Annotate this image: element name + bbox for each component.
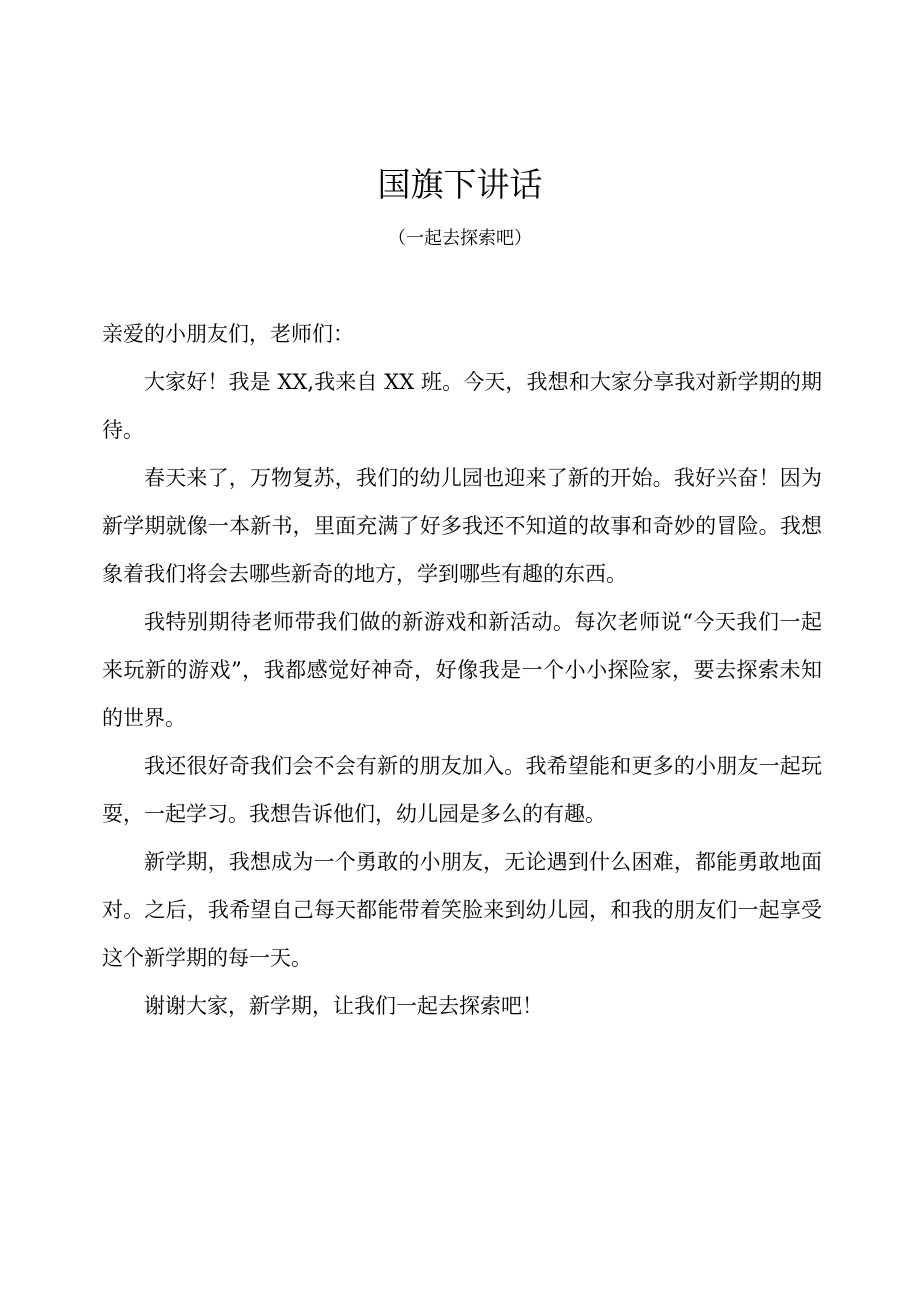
paragraph-thanks: 谢谢大家，新学期，让我们一起去探索吧！ (144, 994, 543, 1018)
paragraph-spring: 春天来了，万物复苏，我们的幼儿园也迎来了新的开始。我好兴奋！因为新学期就像一本新书，里面充满了好多我还不知道的故事和奇妙的冒险。我想象着我们将会去哪些新奇的地方，学到哪些有趣的东西。 (102, 466, 822, 586)
document-title: 国旗下讲话 (377, 165, 543, 204)
salutation: 亲爱的小朋友们，老师们： (102, 322, 354, 346)
paragraph-greeting: 大家好！我是 XX,我来自 XX 班。今天，我想和大家分享我对新学期的期待。 (102, 370, 822, 442)
paragraph-friends: 我还很好奇我们会不会有新的朋友加入。我希望能和更多的小朋友一起玩耍，一起学习。我想告诉他们，幼儿园是多么的有趣。 (102, 754, 822, 826)
paragraph-brave: 新学期，我想成为一个勇敢的小朋友，无论遇到什么困难，都能勇敢地面对。之后，我希望自己每天都能带着笑脸来到幼儿园，和我的朋友们一起享受这个新学期的每一天。 (102, 850, 822, 970)
document-subtitle: （一起去探索吧） (388, 228, 532, 249)
document-body (102, 310, 822, 1030)
paragraph-games: 我特别期待老师带我们做的新游戏和新活动。每次老师说“今天我们一起来玩新的游戏”，我都感觉好神奇，好像我是一个小小探险家，要去探索未知的世界。 (102, 610, 822, 730)
